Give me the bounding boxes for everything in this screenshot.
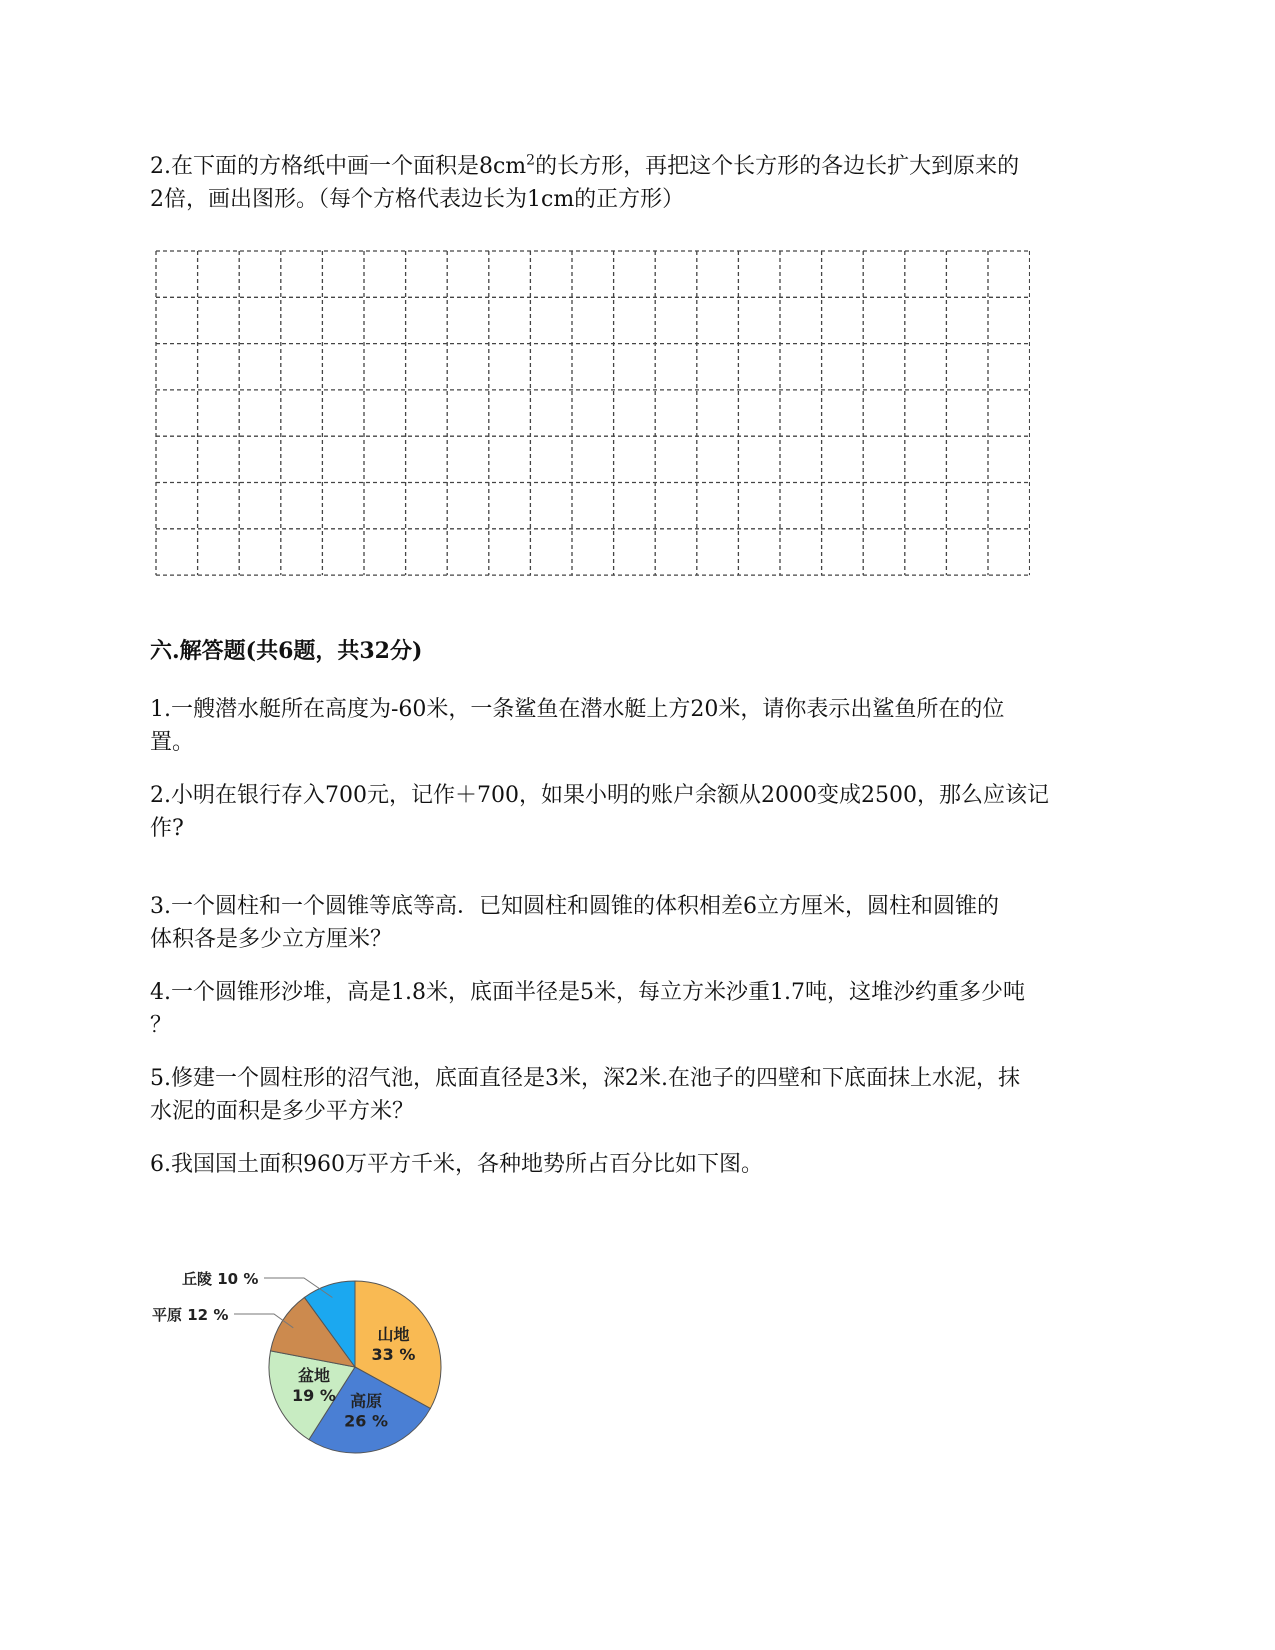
question-6 <box>150 1148 1130 1181</box>
question-3 <box>150 890 1130 956</box>
question-4 <box>150 976 1130 1042</box>
pie-value-2: 26 % <box>344 1411 389 1431</box>
square-grid-paper[interactable] <box>154 249 1030 579</box>
grid-question-text-start: 2.在下面的方格纸中画一个面积是8cm <box>150 154 527 179</box>
question-2 <box>150 779 1130 845</box>
question-2-line1: 2.小明在银行存入700元，记作＋700，如果小明的账户余额从2000变成2500，那么应该记 <box>150 783 1049 808</box>
grid-question-text-line2: 2倍，画出图形。（每个方格代表边长为1cm的正方形） <box>150 187 685 212</box>
pie-label-2: 高原 <box>350 1391 383 1411</box>
terrain-pie-chart <box>150 1265 450 1465</box>
pie-value-1: 33 % <box>371 1345 416 1365</box>
superscript-2: 2 <box>526 152 536 169</box>
question-2-line2: 作? <box>150 816 184 841</box>
question-4-line2: ？ <box>150 1013 173 1038</box>
pie-label-1: 山地 <box>377 1325 410 1345</box>
grid-question-text-end: 的长方形，再把这个长方形的各边长扩大到原来的 <box>535 154 1020 179</box>
question-5 <box>150 1062 1130 1128</box>
grid-question-text <box>150 150 1130 216</box>
pie-value-3: 19 % <box>292 1385 336 1405</box>
question-3-line1: 3.一个圆柱和一个圆锥等底等高．已知圆柱和圆锥的体积相差6立方厘米，圆柱和圆锥的 <box>150 894 999 919</box>
question-1 <box>150 693 1130 759</box>
question-3-line2: 体积各是多少立方厘米？ <box>150 927 393 952</box>
section-title: 六.解答题(共6题，共32分) <box>150 638 423 664</box>
question-6-line1: 6.我国国土面积960万平方千米，各种地势所占百分比如下图。 <box>150 1152 763 1177</box>
question-5-line1: 5.修建一个圆柱形的沼气池，底面直径是3米，深2米.在池子的四壁和下底面抹上水泥，抹 <box>150 1066 1020 1091</box>
pie-outside-label-5: 丘陵 10 % <box>182 1270 259 1288</box>
question-1-line1: 1.一艘潜水艇所在高度为-60米，一条鲨鱼在潜水艇上方20米，请你表示出鲨鱼所在的位 <box>150 697 1005 722</box>
question-1-line2: 置。 <box>150 730 195 755</box>
question-4-line1: 4.一个圆锥形沙堆，高是1.8米，底面半径是5米，每立方米沙重1.7吨，这堆沙约重多少吨 <box>150 980 1025 1005</box>
pie-label-3: 盆地 <box>297 1365 330 1385</box>
question-5-line2: 水泥的面积是多少平方米？ <box>150 1099 415 1124</box>
pie-outside-label-4: 平原 12 % <box>152 1306 229 1324</box>
